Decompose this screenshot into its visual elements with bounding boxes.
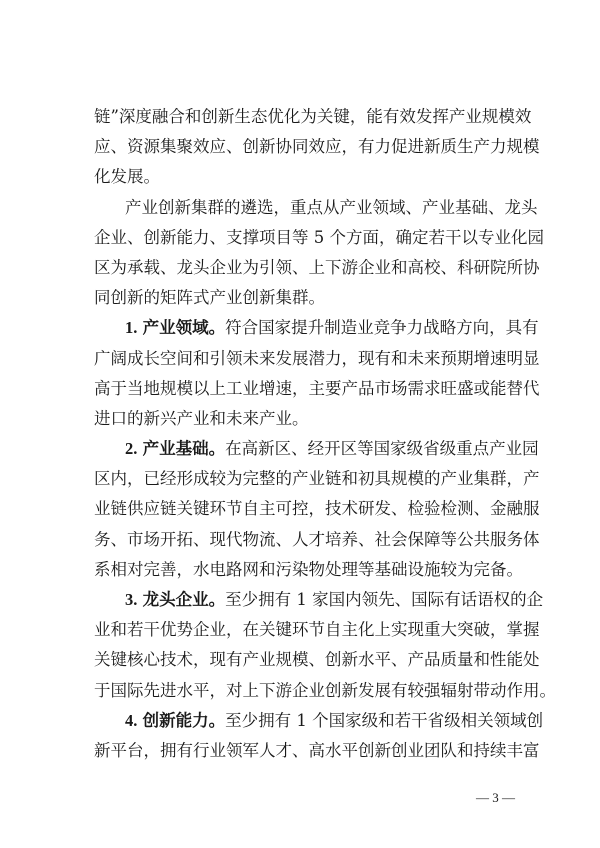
paragraph-line: 企业、创新能力、支撑项目等 5 个方面，确定若干以专业化园 — [94, 228, 544, 247]
paragraph-line: 应、资源集聚效应、创新协同效应，有力促进新质生产力规模 — [94, 137, 540, 156]
item-number: 4. — [125, 711, 138, 730]
paragraph-line: 链”深度融合和创新生态优化为关键，能有效发挥产业规模效 — [94, 107, 532, 126]
paragraph-line: 进口的新兴产业和未来产业。 — [94, 409, 309, 428]
paragraph-line: 于国际先进水平，对上下游企业创新发展有较强辐射带动作用。 — [94, 681, 556, 700]
paragraph-line: 系相对完善，水电路网和污染物处理等基础设施较为完备。 — [94, 560, 523, 579]
list-item-first-line — [125, 710, 544, 732]
paragraph-line: 关键核心技术，现有产业规模、创新水平、产品质量和性能处 — [94, 650, 540, 669]
list-item-first-line — [125, 317, 539, 339]
list-item-first-line — [125, 438, 539, 460]
paragraph-line: 产业创新集群的遴选，重点从产业领域、产业基础、龙头 — [125, 198, 538, 217]
paragraph-line: 务、市场开拓、现代物流、人才培养、社会保障等公共服务体 — [94, 530, 540, 549]
item-heading: 龙头企业。 — [142, 590, 226, 609]
list-item-first-line — [125, 589, 544, 611]
item-text: 至少拥有 1 个国家级和若干省级相关领域创 — [225, 711, 544, 730]
item-heading: 创新能力。 — [142, 711, 226, 730]
page-number: — 3 — — [476, 790, 515, 805]
item-text: 至少拥有 1 家国内领先、国际有话语权的企 — [225, 590, 544, 609]
item-number: 3. — [125, 590, 138, 609]
item-number: 1. — [125, 318, 138, 337]
item-heading: 产业基础。 — [142, 439, 226, 458]
paragraph-line: 化发展。 — [94, 167, 160, 186]
item-heading: 产业领域。 — [142, 318, 226, 337]
paragraph-line: 业和若干优势企业，在关键环节自主化上实现重大突破，掌握 — [94, 620, 540, 639]
paragraph-line: 新平台，拥有行业领军人才、高水平创新创业团队和持续丰富 — [94, 741, 540, 760]
item-number: 2. — [125, 439, 138, 458]
paragraph-line: 区为承载、龙头企业为引领、上下游企业和高校、科研院所协 — [94, 258, 540, 277]
paragraph-line: 广阔成长空间和引领未来发展潜力，现有和未来预期增速明显 — [94, 349, 540, 368]
paragraph-line: 业链供应链关键环节自主可控，技术研发、检验检测、金融服 — [94, 499, 540, 518]
item-text: 符合国家提升制造业竞争力战略方向，具有 — [225, 318, 539, 337]
item-text: 在高新区、经开区等国家级省级重点产业园 — [225, 439, 539, 458]
paragraph-line: 同创新的矩阵式产业创新集群。 — [94, 288, 325, 307]
paragraph-line: 区内，已经形成较为完整的产业链和初具规模的产业集群，产 — [94, 469, 540, 488]
paragraph-line: 高于当地规模以上工业增速，主要产品市场需求旺盛或能替代 — [94, 379, 540, 398]
